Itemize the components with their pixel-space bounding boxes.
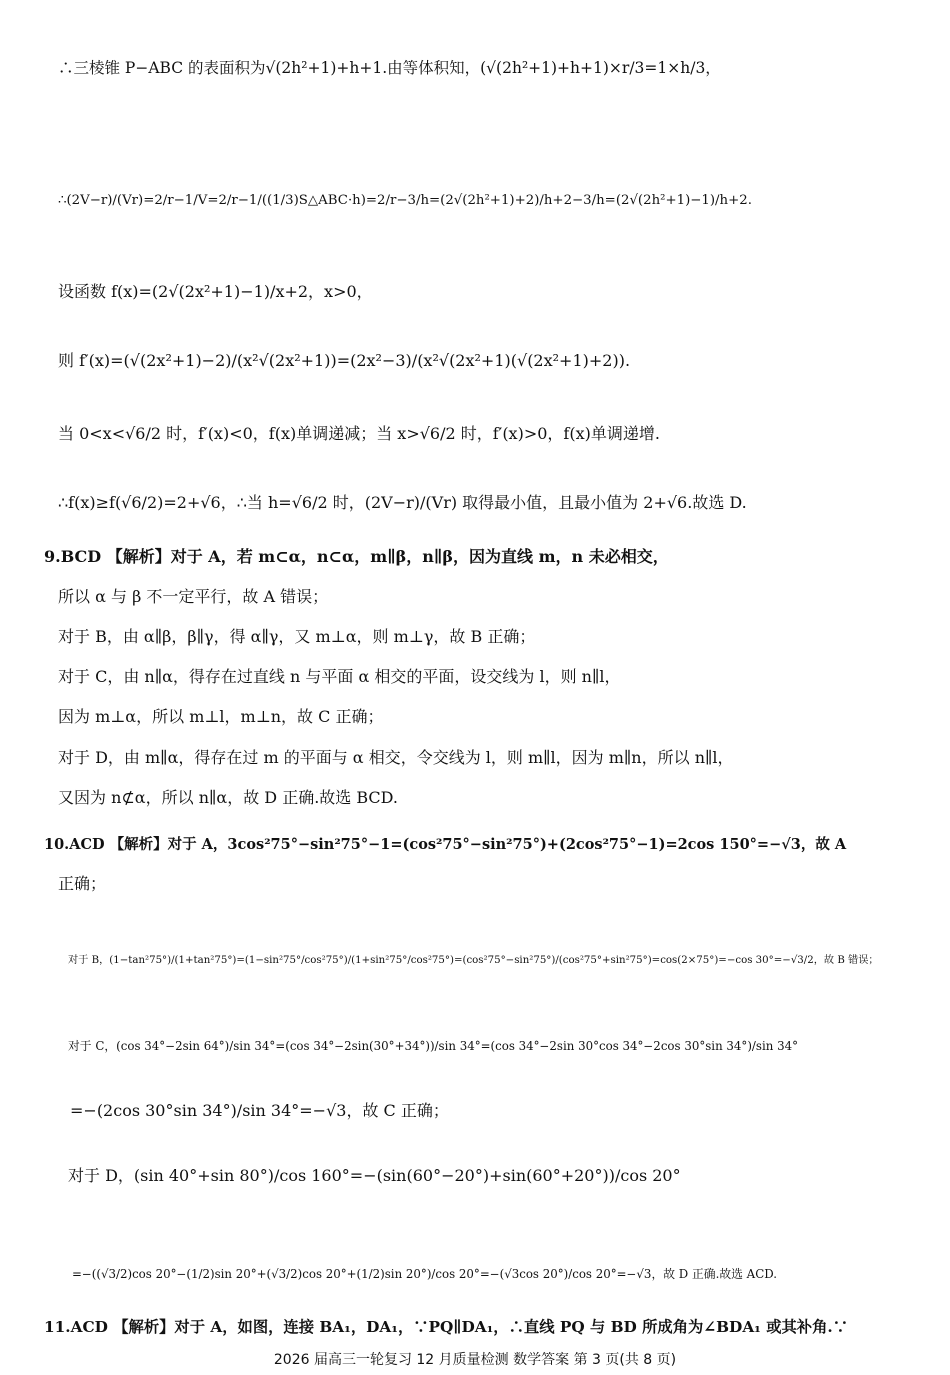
q10-line-3: 对于 B，(1−tan²75°)/(1+tan²75°)=(1−sin²75°/cos²75°)/(1+sin²75°/cos²75°)=(cos²75°−sin²75°)/(cos²75°+sin²75°)=cos(2×75°)=−cos 30°=−√3/2，故 B 错误； (68, 955, 879, 966)
solution-line-1: ∴三棱锥 P−ABC 的表面积为√(2h²+1)+h+1.由等体积知，(√(2h²+1)+h+1)×r/3=1×h/3， (58, 59, 721, 77)
q10-line-6: 对于 D，(sin 40°+sin 80°)/cos 160°=−(sin(60°−20°)+sin(60°+20°))/cos 20° (68, 1166, 681, 1185)
q9-line-5: 因为 m⊥α，所以 m⊥l，m⊥n，故 C 正确； (58, 707, 384, 726)
solution-line-5: 当 0<x<√6/2 时，f′(x)<0，f(x)单调递减；当 x>√6/2 时，f′(x)>0，f(x)单调递增. (58, 424, 660, 443)
solution-line-2: ∴(2V−r)/(Vr)=2/r−1/V=2/r−1/((1/3)S△ABC·h)=2/r−3/h=(2√(2h²+1)+2)/h+2−3/h=(2√(2h²+1)−1)/h+2. (58, 193, 752, 208)
solution-line-6: ∴f(x)≥f(√6/2)=2+√6，∴当 h=√6/2 时，(2V−r)/(Vr) 取得最小值，且最小值为 2+√6.故选 D. (58, 493, 747, 512)
page-footer: 2026 届高三一轮复习 12 月质量检测 数学答案 第 3 页(共 8 页) (273, 1352, 677, 1368)
q10-line-4: 对于 C，(cos 34°−2sin 64°)/sin 34°=(cos 34°−2sin(30°+34°))/sin 34°=(cos 34°−2sin 30°cos 34°−2cos 30°sin 34°)/sin 34° (68, 1039, 798, 1053)
q9-line-4: 对于 C，由 n∥α，得存在过直线 n 与平面 α 相交的平面，设交线为 l，则 n∥l， (58, 667, 621, 686)
q10-line-5: =−(2cos 30°sin 34°)/sin 34°=−√3，故 C 正确； (70, 1101, 449, 1120)
solution-line-3: 设函数 f(x)=(2√(2x²+1)−1)/x+2，x>0， (58, 282, 373, 301)
q11-header: 11.ACD 【解析】对于 A，如图，连接 BA₁，DA₁，∵PQ∥DA₁，∴直线 PQ 与 BD 所成角为∠BDA₁ 或其补角.∵ (44, 1318, 849, 1336)
q10-line-7: =−((√3/2)cos 20°−(1/2)sin 20°+(√3/2)cos 20°+(1/2)sin 20°)/cos 20°=−(√3cos 20°)/cos 20°=−√3，故 D 正确.故选 ACD. (72, 1267, 778, 1281)
q9-line-3: 对于 B，由 α∥β，β∥γ，得 α∥γ，又 m⊥α，则 m⊥γ，故 B 正确； (58, 627, 536, 646)
q9-header: 9.BCD 【解析】对于 A，若 m⊂α，n⊂α，m∥β，n∥β，因为直线 m，n 未必相交， (44, 547, 669, 566)
q10-line-2: 正确； (58, 874, 107, 893)
q10-header: 10.ACD 【解析】对于 A，3cos²75°−sin²75°−1=(cos²75°−sin²75°)+(2cos²75°−1)=2cos 150°=−√3，故 A (44, 836, 847, 853)
q9-line-7: 又因为 n⊄α，所以 n∥α，故 D 正确.故选 BCD. (58, 788, 399, 807)
q9-line-2: 所以 α 与 β 不一定平行，故 A 错误； (58, 587, 329, 606)
solution-line-4: 则 f′(x)=(√(2x²+1)−2)/(x²√(2x²+1))=(2x²−3)/(x²√(2x²+1)(√(2x²+1)+2)). (58, 351, 631, 370)
q9-line-6: 对于 D，由 m∥α，得存在过 m 的平面与 α 相交，令交线为 l，则 m∥l，因为 m∥n，所以 n∥l， (58, 748, 734, 767)
